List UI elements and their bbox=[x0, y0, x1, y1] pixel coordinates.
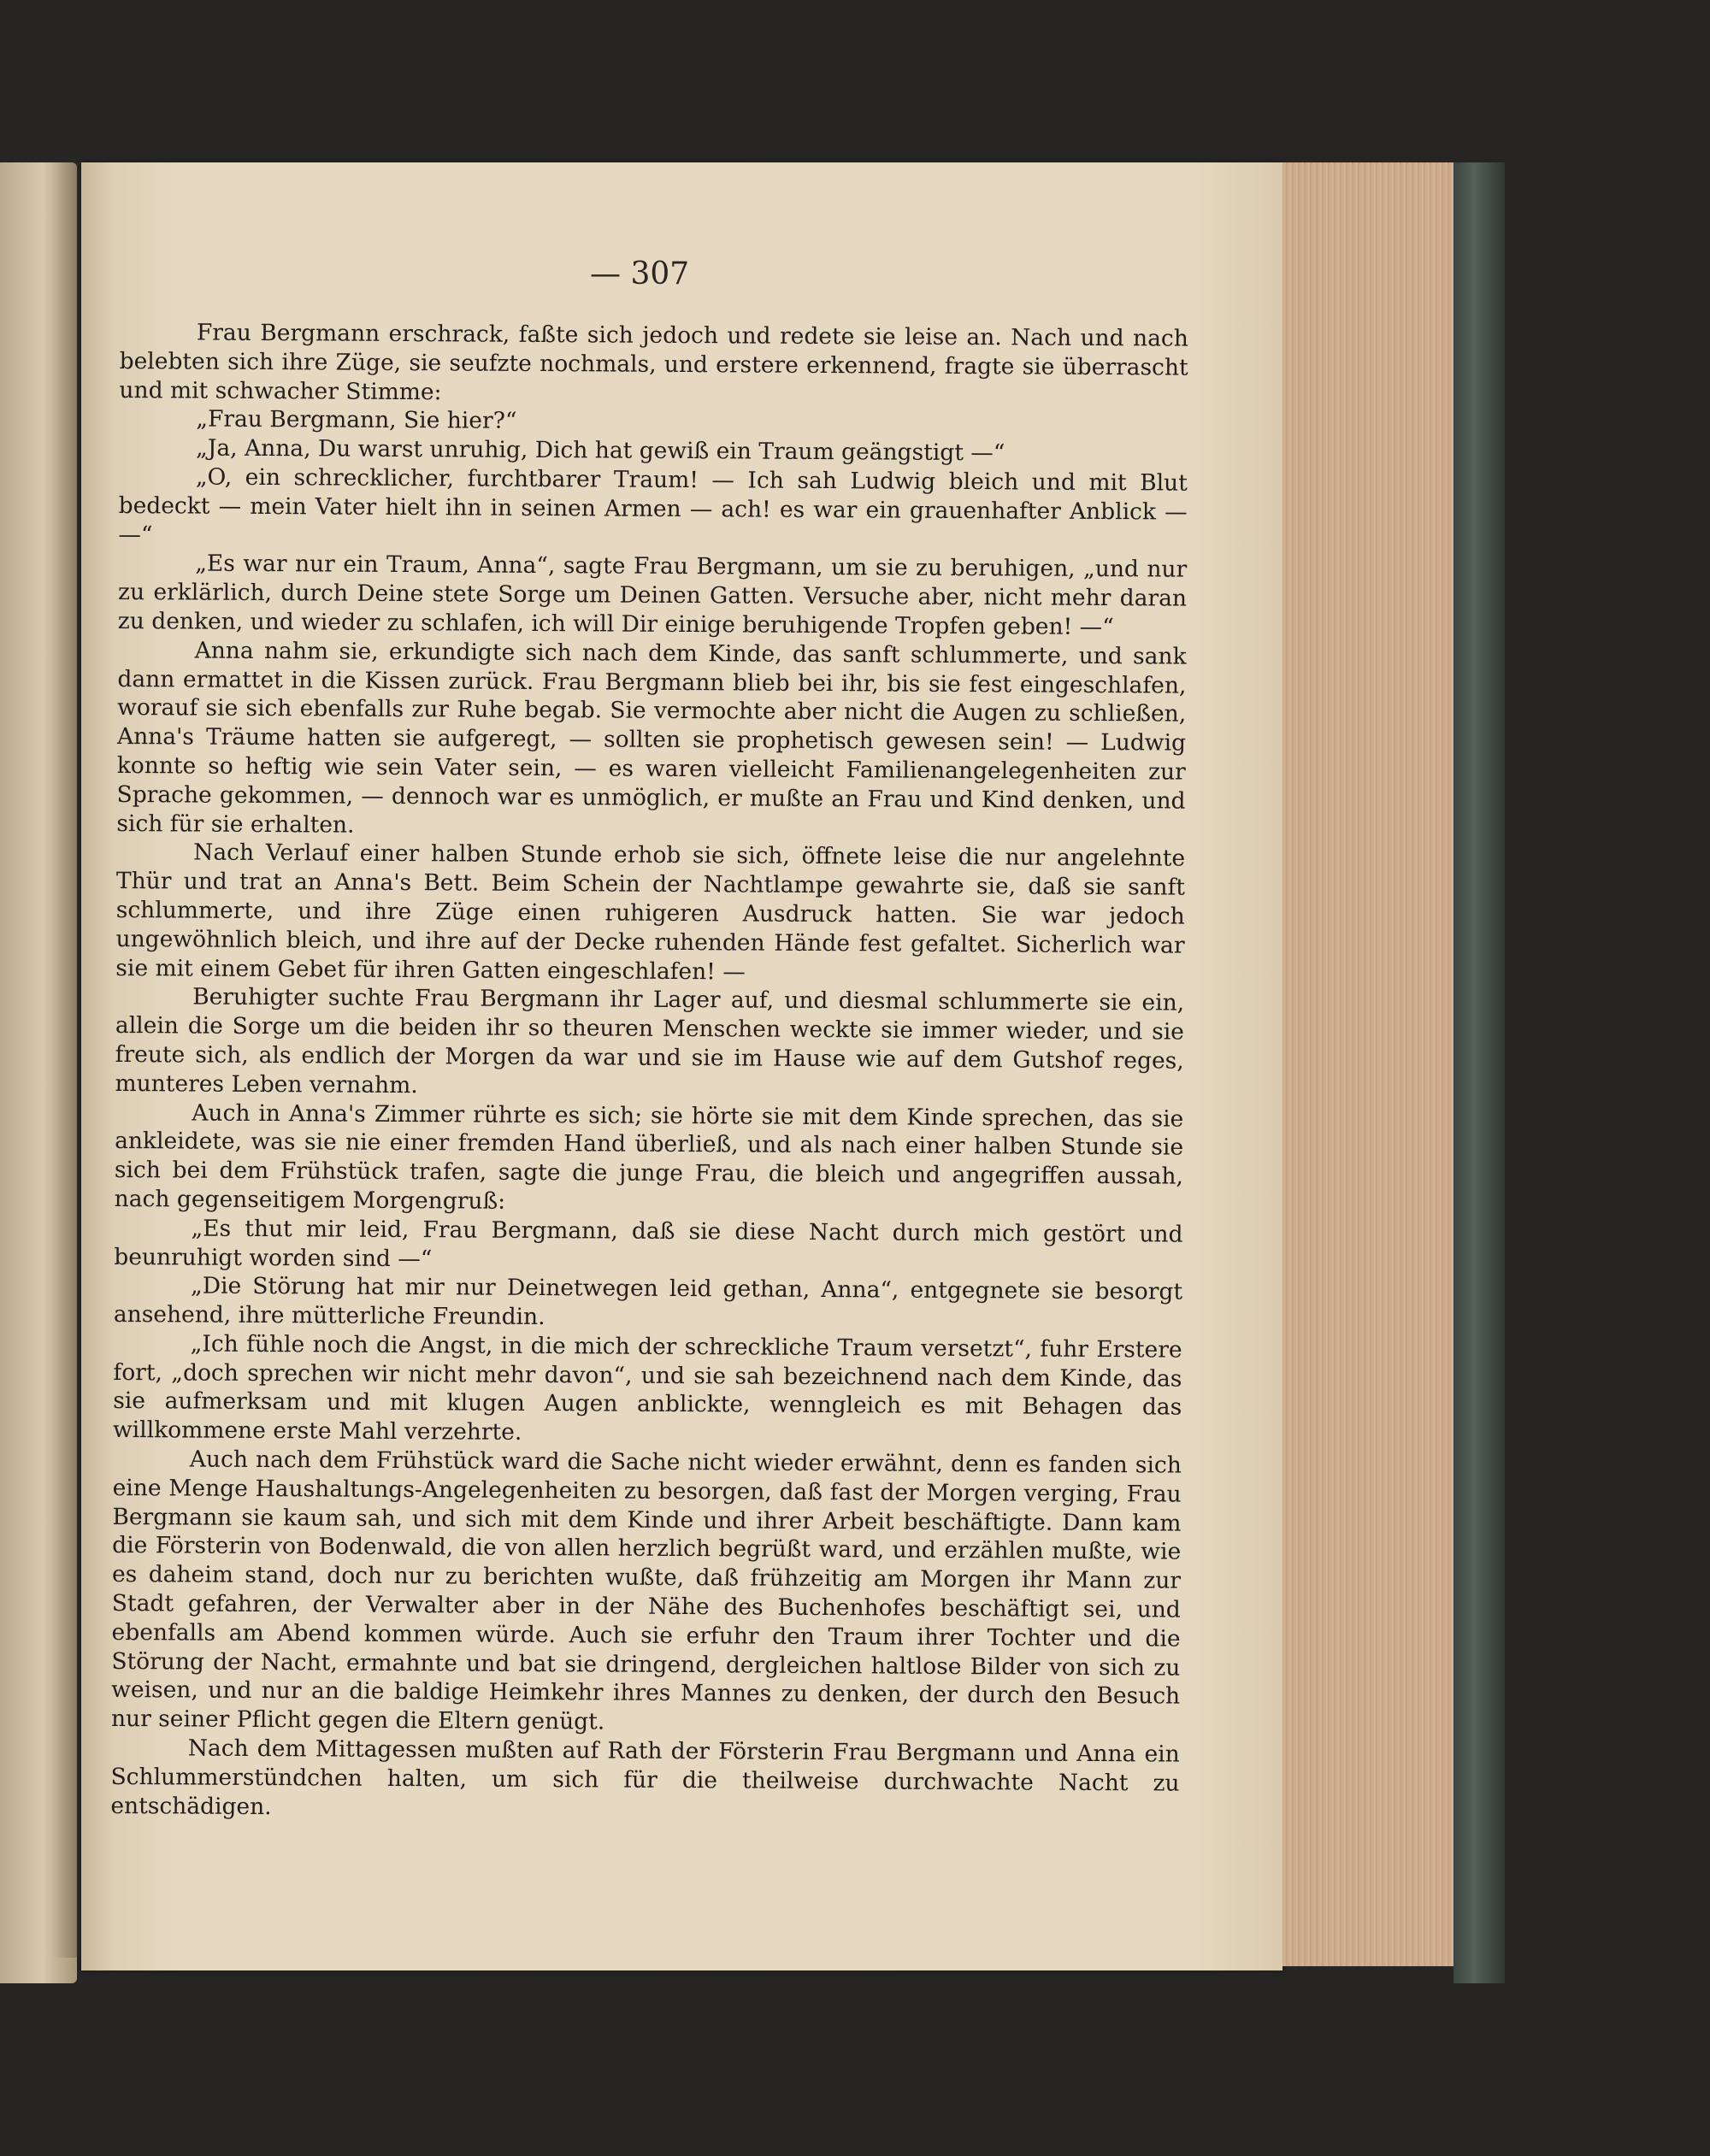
paragraph: Nach dem Mittagessen mußten auf Rath der Försterin Frau Bergmann und Anna ein Schlummerstündchen halten, um sich für die theilweise durchwachte Nacht zu entschädigen. bbox=[110, 1735, 1180, 1820]
paragraph: Beruhigter suchte Frau Bergmann ihr Lager auf, und diesmal schlummerte sie ein, allein die Sorge um die beiden ihr so theuren Menschen weckte sie immer wieder, und sie freute sich, als endlich der Morgen da war und sie im Hause wie auf dem Gutshof reges, munteres Leben vernahm. bbox=[115, 983, 1185, 1099]
page-stack-edge bbox=[1282, 162, 1454, 1966]
paragraph: „O, ein schrecklicher, furchtbarer Traum! — Ich sah Ludwig bleich und mit Blut bedeckt — mein Vater hielt ihn in seinen Armen — ach! es war ein grauenhafter Anblick — —“ bbox=[118, 463, 1188, 548]
paragraph: Auch nach dem Frühstück ward die Sache nicht wieder erwähnt, denn es fanden sich eine Menge Haushaltungs-Angelegenheiten zu besorgen, daß fast der Morgen verging, Frau Bergmann sie kaum sah, und sich mit dem Kinde und ihrer Arbeit beschäftigte. Dann kam die Försterin von Bodenwald, die von allen herzlich begrüßt ward, und erzählen mußte, wie es daheim stand, doch nur zu berichten wußte, daß frühzeitig am Morgen ihr Mann zur Stadt gefahren, der Verwalter aber in der Nähe des Buchenhofes beschäftigt sei, und ebenfalls am Abend kommen würde. Auch sie erfuhr den Traum ihrer Tochter und die Störung der Nacht, ermahnte und bat sie dringend, dergleichen haltlose Bilder von sich zu weisen, und nur an die baldige Heimkehr ihres Mannes zu denken, der durch den Besuch nur seiner Pflicht gegen die Eltern genügt. bbox=[110, 1446, 1182, 1735]
paragraph: „Es thut mir leid, Frau Bergmann, daß sie diese Nacht durch mich gestört und beunruhigt worden sind —“ bbox=[114, 1215, 1183, 1272]
gutter-shadow bbox=[51, 162, 86, 1958]
body-text bbox=[110, 318, 1188, 1827]
page-number: — 307 bbox=[590, 256, 690, 292]
paragraph: „Die Störung hat mir nur Deinetwegen leid gethan, Anna“, entgegnete sie besorgt ansehend, ihre mütterliche Freundin. bbox=[113, 1272, 1183, 1331]
paragraph: Frau Bergmann erschrack, faßte sich jedoch und redete sie leise an. Nach und nach belebten sich ihre Züge, sie seufzte nochmals, und erstere erkennend, fragte sie überrascht und mit schwacher Stimme: bbox=[119, 319, 1188, 405]
paragraph: Auch in Anna's Zimmer rührte es sich; sie hörte sie mit dem Kinde sprechen, das sie ankleidete, was sie nie einer fremden Hand überließ, und als nach einer halben Stunde sie sich bei dem Frühstück trafen, sagte die junge Frau, die bleich und angegriffen aussah, nach gegenseitigem Morgengruß: bbox=[114, 1099, 1184, 1215]
book-cover-edge bbox=[1454, 162, 1505, 1983]
paragraph: „Ja, Anna, Du warst unruhig, Dich hat gewiß ein Traum geängstigt —“ bbox=[195, 434, 1005, 467]
paragraph: Nach Verlauf einer halben Stunde erhob sie sich, öffnete leise die nur angelehnte Thür und trat an Anna's Bett. Beim Schein der Nachtlampe gewahrte sie, daß sie sanft schlummerte, und ihre Züge einen ruhigeren Ausdruck hatten. Sie war jedoch ungewöhnlich bleich, und ihre auf der Decke ruhenden Hände fest gefaltet. Sicherlich war sie mit einem Gebet für ihren Gatten eingeschlafen! — bbox=[115, 839, 1186, 986]
paragraph: „Ich fühle noch die Angst, in die mich der schreckliche Traum versetzt“, fuhr Erstere fort, „doch sprechen wir nicht mehr davon“, und sie sah bezeichnend nach dem Kinde, das sie aufmerksam und mit klugen Augen anblickte, wenngleich es mit Behagen das willkommene erste Mahl verzehrte. bbox=[112, 1330, 1182, 1446]
paragraph: „Frau Bergmann, Sie hier?“ bbox=[196, 405, 517, 435]
paragraph: „Es war nur ein Traum, Anna“, sagte Frau Bergmann, um sie zu beruhigen, „und nur zu erklärlich, durch Deine stete Sorge um Deinen Gatten. Versuche aber, nicht mehr daran zu denken, und wieder zu schlafen, ich will Dir einige beruhigende Tropfen geben! —“ bbox=[117, 550, 1188, 641]
paragraph: Anna nahm sie, erkundigte sich nach dem Kinde, das sanft schlummerte, und sank dann ermattet in die Kissen zurück. Frau Bergmann blieb bei ihr, bis sie fest eingeschlafen, worauf sie sich ebenfalls zur Ruhe begab. Sie vermochte aber nicht die Augen zu schließen, Anna's Träume hatten sie aufgeregt, — sollten sie prophetisch gewesen sein! — Ludwig konnte so heftig wie sein Vater sein, — es waren vielleicht Familienangelegenheiten zur Sprache gekommen, — dennoch war es unmöglich, er mußte an Frau und Kind denken, und sich für sie erhalten. bbox=[116, 637, 1187, 839]
